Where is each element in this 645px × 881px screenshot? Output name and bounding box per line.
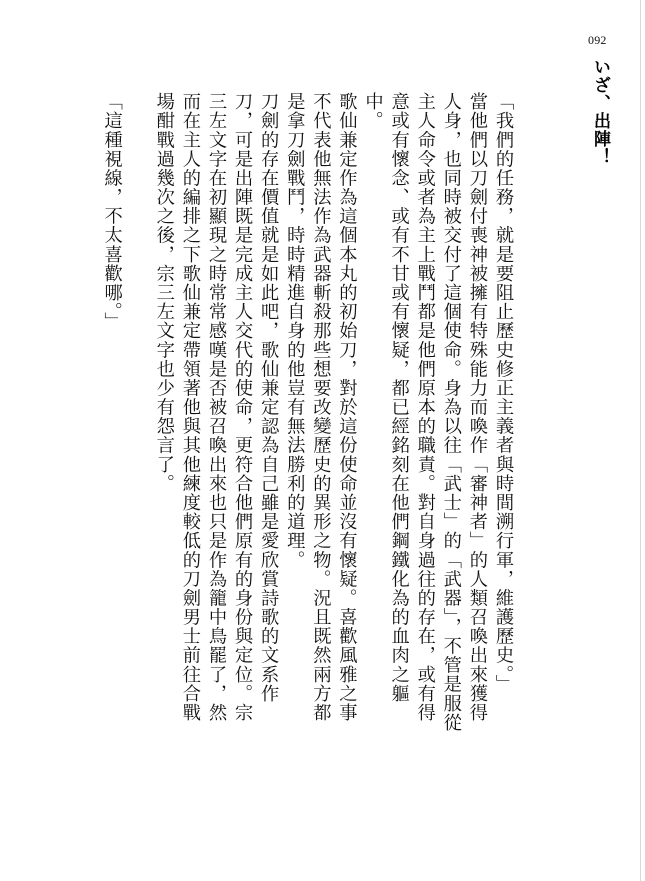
paragraph-mission-description: 當他們以刀劍付喪神被擁有特殊能力而喚作「審神者」的人類召喚出來獲得人身，也同時被交付了這個使命。身為以往「武士」的「武器」，不管是服從主人命令或者為主上戰鬥都是他們原本的職責。對自身過往的存在，或有得意或有懷念、或有不甘或有懷疑，都已經銘刻在他們鋼鐵化為的血肉之軀中。 xyxy=(362,92,488,732)
paragraph-kasen-first-sword: 歌仙兼定作為這個本丸的初始刀，對於這份使命並沒有懷疑。喜歡風雅之事不代表他無法作為武器斬殺那些想要改變歷史的異形之物。況且既然兩方都是拿刀劍戰鬥，時時精進自身的他豈有無法勝利的道理。 xyxy=(284,92,358,722)
paragraph-quote-mission: 「我們的任務，就是要阻止歷史修正主義者與時間溯行軍，維護歷史。」 xyxy=(493,92,514,694)
chapter-title: いざ、出陣！ xyxy=(590,58,610,166)
paragraph-quote-gaze: 「這種視線，不太喜歡哪。」 xyxy=(101,92,123,332)
page-edge-divider xyxy=(640,0,641,881)
paragraph-sword-value: 刀劍的存在價值就是如此吧，歌仙兼定認為自己雖是愛欣賞詩歌的文系作刀，可是出陣既是完成主人交代的使命，更符合他們原有的身份與定位。宗三左文字在初顯現之時常常感嘆是否被召喚出來也只是作為籠中鳥罷了，然而在主人的編排之下歌仙兼定帶領著他與其他練度較低的刀劍男士前往合戰場酣戰過幾次之後，宗三左文字也少有怨言了。 xyxy=(153,92,280,722)
body-text xyxy=(98,92,516,732)
page-number: 092 xyxy=(588,33,607,47)
